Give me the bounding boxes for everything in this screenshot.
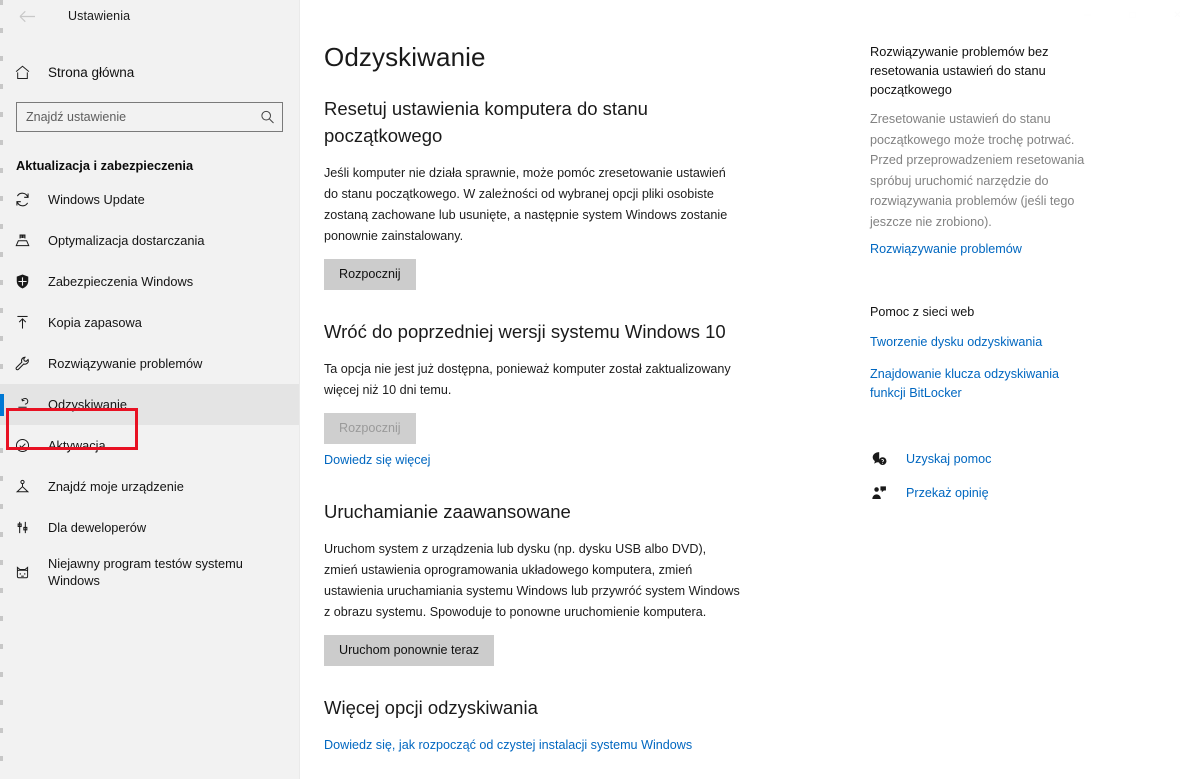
sidebar-item-delivery-optimization[interactable] [0,220,299,261]
sidebar-item-for-developers[interactable] [0,507,299,548]
search-icon[interactable] [260,110,275,125]
sync-icon [14,191,42,208]
troubleshoot-link[interactable]: Rozwiązywanie problemów [870,242,1022,256]
maximize-button[interactable]: □ [1129,9,1136,21]
sidebar-item-windows-update[interactable] [0,179,299,220]
restart-now-button[interactable]: Uruchom ponownie teraz [324,635,494,666]
home-icon [14,64,44,81]
sidebar-item-activation[interactable] [0,425,299,466]
section-go-back [324,318,740,470]
side-heading: Rozwiązywanie problemów bez resetowania ustawień do stanu początkowego [870,44,1049,97]
developer-tools-icon [14,519,42,536]
go-back-start-button[interactable]: Rozpocznij [324,413,416,444]
learn-more-link[interactable]: Dowiedz się więcej [324,453,431,467]
wrench-icon [14,355,42,372]
sidebar-item-label: Odzyskiwanie [48,397,127,412]
sidebar-item-windows-security[interactable] [0,261,299,302]
find-device-icon [14,478,42,495]
sidebar-nav-list [0,179,299,596]
upload-arrow-icon [14,314,42,331]
sidebar-item-label: Rozwiązywanie problemów [48,356,203,371]
sidebar-item-label: Zabezpieczenia Windows [48,274,194,289]
shield-icon [14,273,42,290]
help-bubble-icon [870,450,902,468]
give-feedback-link[interactable]: Przekaż opinię [906,486,989,500]
insider-cat-icon [14,564,42,581]
sidebar-item-label: Dla deweloperów [48,520,147,535]
section-body: Jeśli komputer nie działa sprawnie, może pomóc zresetowanie ustawień do stanu początkowego. W zależności od wybranej opcji pliki osobiste zostaną zachowane lub usunięte, a następnie system Windows zostanie ponownie zainstalowany. [324,166,728,243]
side-block-actions [870,449,1180,503]
bitlocker-key-link[interactable]: Znajdowanie klucza odzyskiwania funkcji BitLocker [870,367,1060,400]
search-box[interactable] [16,102,283,132]
reset-start-button[interactable]: Rozpocznij [324,259,416,290]
content-area [300,0,1200,779]
sidebar-item-home[interactable] [0,52,299,92]
sidebar-item-windows-insider[interactable] [0,548,299,596]
main-column [300,42,740,779]
sidebar [0,0,300,779]
sidebar-group-title: Aktualizacja i zabezpieczenia [16,158,194,173]
sidebar-item-label: Aktywacja [48,438,106,453]
section-body: Ta opcja nie jest już dostępna, ponieważ komputer został zaktualizowany więcej niż 10 dni temu. [324,362,731,397]
side-block-troubleshoot-tip [870,42,1180,259]
feedback-person-icon [870,484,902,502]
section-more-recovery-options [324,694,740,755]
clean-install-link[interactable]: Dowiedz się, jak rozpocząć od czystej instalacji systemu Windows [324,738,693,752]
selection-indicator [0,394,4,416]
section-title: Więcej opcji odzyskiwania [324,697,538,718]
create-recovery-drive-link[interactable]: Tworzenie dysku odzyskiwania [870,335,1043,349]
section-title: Resetuj ustawienia komputera do stanu początkowego [324,98,648,146]
check-circle-icon [14,437,42,454]
page-title: Odzyskiwanie [324,42,486,72]
search-input[interactable] [16,102,283,132]
web-help-heading: Pomoc z sieci web [870,305,975,319]
recovery-icon [14,396,42,413]
back-arrow-icon[interactable] [12,3,42,29]
close-button[interactable]: ✕ [1173,9,1182,21]
side-panel [740,42,1200,779]
sidebar-item-label: Optymalizacja dostarczania [48,233,205,248]
minimize-button[interactable]: ─ [1083,9,1092,21]
section-title: Uruchamianie zaawansowane [324,501,571,522]
section-title: Wróć do poprzedniej wersji systemu Windows 10 [324,321,726,342]
give-feedback-row[interactable] [870,483,1180,503]
sidebar-item-troubleshoot[interactable] [0,343,299,384]
sidebar-item-label: Znajdź moje urządzenie [48,479,184,494]
side-body: Zresetowanie ustawień do stanu początkowego może trochę potrwać. Przed przeprowadzeniem resetowania spróbuj uruchomić narzędzie do rozwiązywania problemów (jeśli tego jeszcze nie zrobiono). [870,112,1085,229]
side-block-web-help [870,305,1180,403]
sidebar-item-recovery[interactable] [0,384,299,425]
sidebar-item-find-my-device[interactable] [0,466,299,507]
title-bar [0,0,299,32]
section-body: Uruchom system z urządzenia lub dysku (np. dysku USB albo DVD), zmień ustawienia oprogramowania układowego komputera, zmień ustawienia uruchamiania systemu Windows lub przywróć system Windows z obrazu systemu. Spowoduje to ponowne uruchomienie komputera. [324,542,740,619]
section-advanced-startup [324,498,740,666]
window-controls [1065,0,1200,30]
delivery-box-icon [14,232,42,249]
sidebar-item-label: Kopia zapasowa [48,315,142,330]
get-help-link[interactable]: Uzyskaj pomoc [906,452,992,466]
get-help-row[interactable] [870,449,1180,469]
section-reset-pc [324,95,740,290]
sidebar-item-home-label: Strona główna [48,64,135,80]
sidebar-item-backup[interactable] [0,302,299,343]
sidebar-item-label: Niejawny program testów systemu Windows [48,556,243,588]
sidebar-item-label: Windows Update [48,192,145,207]
app-title: Ustawienia [68,9,131,23]
